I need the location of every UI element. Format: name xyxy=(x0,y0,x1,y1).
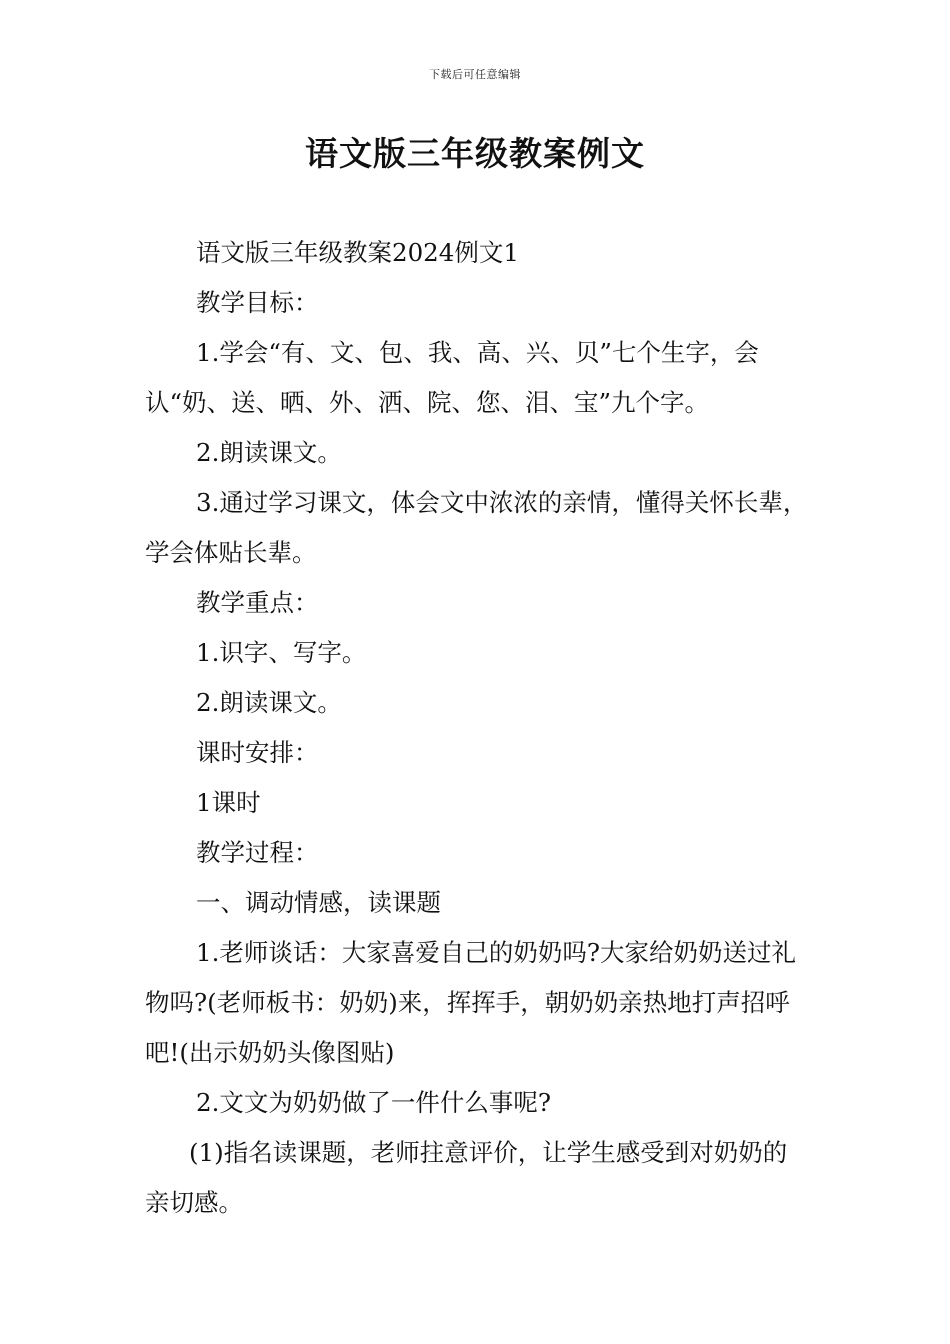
paragraph: 2.文文为奶奶做了一件什么事呢? xyxy=(196,1088,552,1117)
header-note: 下载后可任意编辑 xyxy=(429,68,521,81)
paragraph: 教学重点： xyxy=(196,588,319,617)
paragraph: 3.通过学习课文，体会文中浓浓的亲情，懂得关怀长辈，学会体贴长辈。 xyxy=(145,488,808,567)
paragraph: (1)指名读课题，老师拄意评价，让学生感受到对奶奶的亲切感。 xyxy=(145,1138,788,1217)
paragraph: 课时安排： xyxy=(196,738,319,767)
document-body xyxy=(145,228,810,1228)
paragraph: 教学过程： xyxy=(196,838,319,867)
paragraph: 1.老师谈话：大家喜爱自己的奶奶吗?大家给奶奶送过礼物吗?(老师板书：奶奶)来，挥挥手，朝奶奶亲热地打声招呼吧!(出示奶奶头像图贴) xyxy=(145,938,797,1067)
paragraph: 2.朗读课文。 xyxy=(196,438,342,467)
paragraph: 2.朗读课文。 xyxy=(196,688,342,717)
paragraph: 1.学会“有、文、包、我、高、兴、贝”七个生字，会认“奶、送、晒、外、洒、院、您、泪、宝”九个字。 xyxy=(145,338,759,417)
paragraph: 一、调动情感，读课题 xyxy=(196,888,441,917)
document-title: 语文版三年级教案例文 xyxy=(305,134,645,173)
paragraph: 语文版三年级教案2024例文1 xyxy=(196,238,519,267)
paragraph: 教学目标： xyxy=(196,288,319,317)
paragraph: 1课时 xyxy=(196,788,261,817)
paragraph: 1.识字、写字。 xyxy=(196,638,367,667)
